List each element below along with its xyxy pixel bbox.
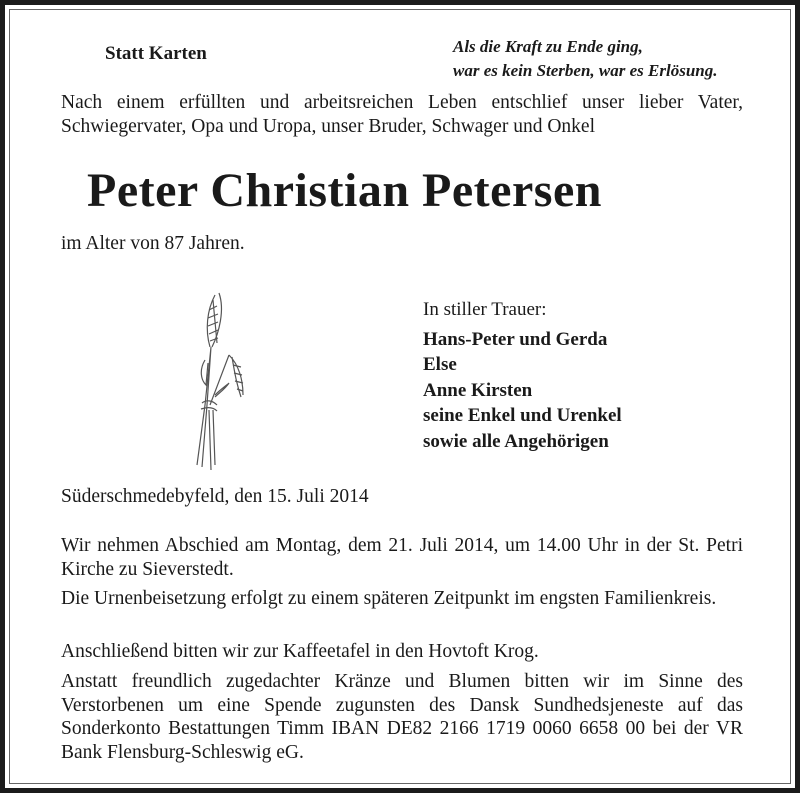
- mourners-heading: In stiller Trauer:: [423, 299, 547, 320]
- quote-line: war es kein Sterben, war es Erlösung.: [453, 61, 718, 80]
- epitaph-quote: [453, 35, 718, 83]
- donation-info: Anstatt freundlich zugedachter Kränze und Blumen bitten wir im Sinne des Verstorbenen um eine Spende zugunsten des Dansk Sundhedsjeneste auf das Sonderkonto Bestattungen Timm IBAN DE82 2166 1719 0060 6658 00 bei der VR Bank Flensburg-Schleswig eG.: [61, 671, 743, 763]
- urn-burial-info: Die Urnenbeisetzung erfolgt zu einem späteren Zeitpunkt im engsten Familienkreis.: [61, 588, 717, 609]
- mourner-name: Anne Kirsten: [423, 379, 533, 401]
- obituary-notice: [5, 5, 795, 788]
- mourners-block: [423, 297, 622, 454]
- mourner-name: Hans-Peter und Gerda: [423, 328, 608, 350]
- coffee-info: Anschließend bitten wir zur Kaffeetafel in den Hovtoft Krog.: [61, 641, 539, 662]
- funeral-info: Wir nehmen Abschied am Montag, dem 21. Juli 2014, um 14.00 Uhr in der St. Petri Kirche zu Sieverstedt.: [61, 535, 743, 580]
- mourner-name: Else: [423, 354, 457, 375]
- wheat-icon: [177, 285, 257, 480]
- intro-text: Nach einem erfüllten und arbeitsreichen Leben entschlief unser lieber Vater, Schwiegervater, Opa und Uropa, unser Bruder, Schwager und Onkel: [61, 92, 743, 137]
- mourner-name: sowie alle Angehörigen: [423, 430, 609, 452]
- deceased-name: Peter Christian Petersen: [87, 164, 602, 217]
- quote-line: Als die Kraft zu Ende ging,: [453, 37, 643, 56]
- mourner-name: seine Enkel und Urenkel: [423, 405, 622, 426]
- age-line: im Alter von 87 Jahren.: [61, 233, 245, 254]
- statt-karten-label: Statt Karten: [105, 43, 207, 64]
- place-date: Süderschmedebyfeld, den 15. Juli 2014: [61, 486, 369, 507]
